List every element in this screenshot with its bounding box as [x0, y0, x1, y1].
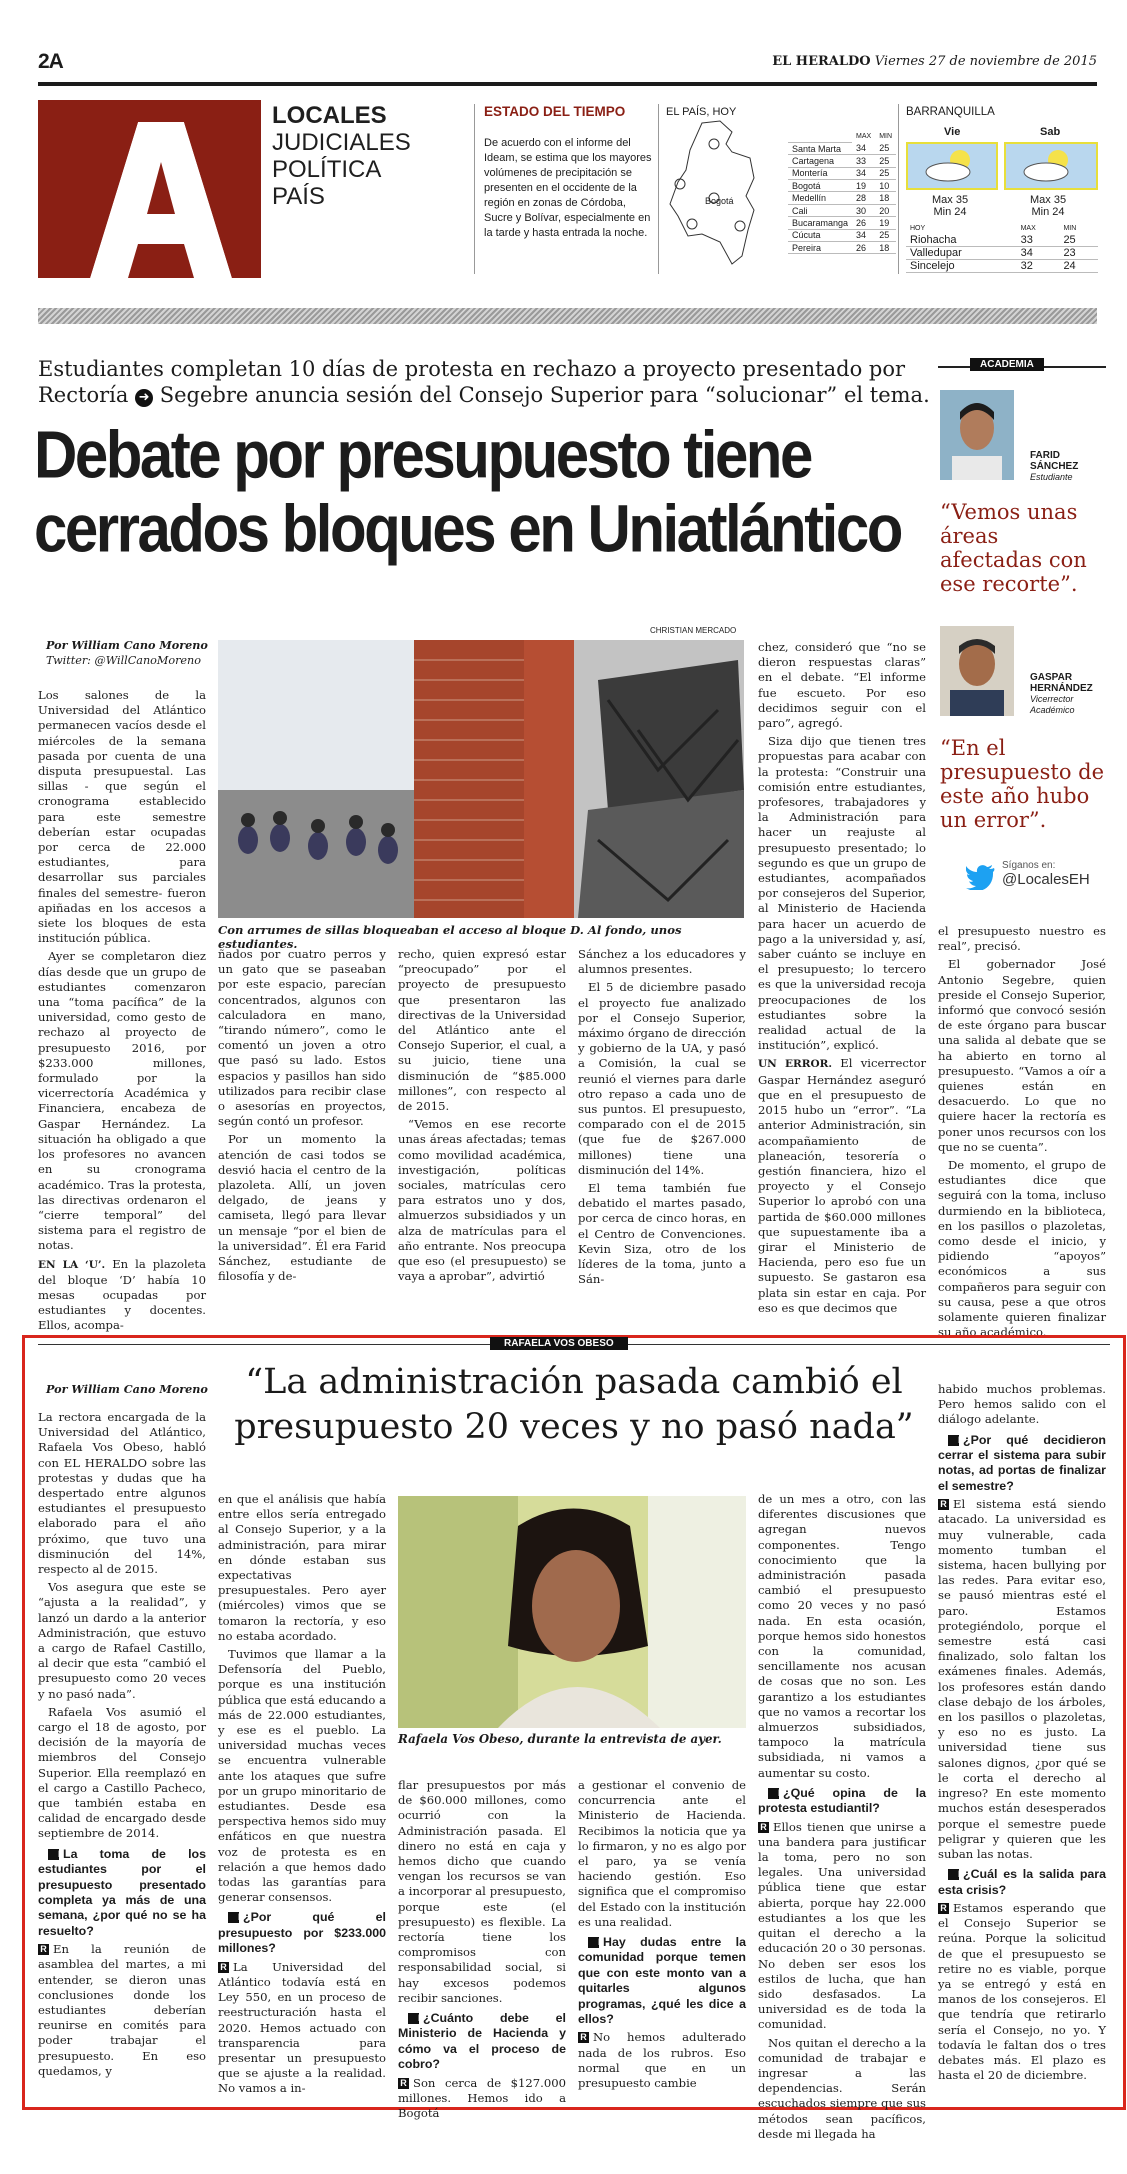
question	[398, 2011, 566, 2073]
answer	[578, 2030, 746, 2091]
day1-min: Min 24	[933, 206, 967, 218]
interview-photo	[398, 1496, 746, 1728]
interview-col-3	[398, 1778, 566, 2124]
day-label-1: Vie	[944, 126, 961, 138]
question	[38, 1847, 206, 1939]
today-max: 32	[1017, 260, 1060, 273]
paragraph: a gestionar el convenio de concurrencia ante el Ministerio de Hacienda. Recibimos la noticia que ya lo firmaron, y no es algo por el paro, ya se venía haciendo gestión. Eso significa que el compromiso del Estado con la institución es una realidad.	[578, 1778, 746, 1929]
city-max: 34	[852, 229, 875, 241]
city-max: 28	[852, 192, 875, 204]
city-row	[788, 180, 896, 192]
city-row	[788, 242, 896, 254]
gaspar-role: Vicerrector Académico	[1030, 694, 1075, 715]
twitter-bird-icon	[966, 864, 996, 890]
today-row	[906, 234, 1098, 247]
city-min: 18	[875, 242, 896, 254]
paragraph: en que el análisis que había entre ellos sería entregado al Consejo Superior, y a la administración, para mirar en dónde estaban sus expectativas presupuestales. Pero ayer (miércoles) vimos que se tomaron la rectoría, y eso no estaba acordado.	[218, 1492, 386, 1643]
paragraph: chez, consideró que “no se dieron respuestas claras” en el debate. “El informe fue escueto. Por eso decidimos seguir con el paro”, agregó.	[758, 640, 926, 731]
interview-col-5	[758, 1492, 926, 2145]
paragraph: habido muchos problemas. Pero hemos salido con el diálogo adelante.	[938, 1382, 1106, 1427]
city-max: 19	[852, 180, 875, 192]
farid-caption	[1030, 450, 1090, 483]
country-title: EL PAÍS, HOY	[666, 106, 737, 118]
head-max: MAX	[856, 132, 872, 140]
farid-role: Estudiante	[1030, 472, 1073, 482]
city-max: 30	[852, 204, 875, 216]
city-name: Cúcuta	[788, 229, 852, 241]
head-min: MIN	[879, 132, 893, 140]
city-name: Montería	[788, 167, 852, 179]
question-marker-icon: P	[588, 1937, 599, 1948]
city-min: 19	[875, 217, 896, 229]
city-min: 25	[875, 229, 896, 241]
today-city: Riohacha	[906, 234, 1017, 247]
question	[578, 1935, 746, 2027]
question-marker-icon: P	[228, 1912, 239, 1923]
section-item-judiciales[interactable]: JUDICIALES	[272, 129, 411, 156]
person-photo	[940, 626, 1014, 716]
paragraph: flar presupuestos por más de $60.000 millones, como ocurrió con la Administración pasada. El dinero no está en caja y hemos dicho que cuando vengan los recursos se van a incorporar al presupuesto, porque este (el presupuesto) es flexible. La rectoría tiene los compromisos con responsabilidad social, si hay excesos podemos recibir sanciones.	[398, 1778, 566, 2005]
story-col-5	[758, 640, 926, 1319]
today-city: Valledupar	[906, 247, 1017, 260]
question-marker-icon: P	[948, 1869, 959, 1880]
sun-cloud-icon	[908, 144, 996, 188]
section-item-pais[interactable]: PAÍS	[272, 183, 325, 210]
farid-name: FARID SÁNCHEZ	[1030, 450, 1079, 472]
interview-col-4	[578, 1778, 746, 2094]
answer-text: Ellos tienen que unirse a una bandera para justificar la toma, pero no son legales. Una universidad pública tiene que estar abierta, porque hay 22.000 estudiantes a los que les quitan el derecho a la educación 20 o 30 personas. No deben ser esos los estilos de lucha, que han sido desfasados. La universidad es de toda la comunidad.	[758, 1819, 926, 2032]
paragraph	[758, 1056, 926, 1315]
answer-marker-icon: R	[938, 1903, 949, 1914]
section-item-politica[interactable]: POLÍTICA	[272, 156, 382, 183]
answer-marker-icon: R	[38, 1944, 49, 1955]
paragraph: recho, quien expresó estar “preocupado” por el proyecto de presupuesto que presentaron las directivas de la Universidad del Atlántico ante el Consejo Superior, el cual, a su juicio, tiene una disminución de “$85.000 millones”, con respecto al de 2015.	[398, 947, 566, 1114]
answer-text: Son cerca de $127.000 millones. Hemos ido a Bogotá	[398, 2075, 566, 2121]
question-text: ¿Por qué el presupuesto por $233.000 millones?	[218, 1910, 386, 1956]
paragraph: Nos quitan el derecho a la comunidad de trabajar e ingresar a las dependencias. Serán escuchados siempre que sus métodos sean pacíficos, desde mi llegada ha	[758, 2035, 926, 2141]
city-row	[788, 217, 896, 229]
city-name: Cartagena	[788, 155, 852, 167]
avatar-gaspar	[940, 626, 1014, 716]
paragraph: La rectora encargada de la Universidad del Atlántico, Rafaela Vos Obeso, habló con EL HERALDO sobre las protestas y dudas que ha despertado entre algunos estudiantes el presupuesto elaborado para el año próximo, que tuvo una disminución del 14%, respecto al de 2015.	[38, 1410, 206, 1577]
question-marker-icon: P	[48, 1849, 59, 1860]
answer-marker-icon: R	[398, 2078, 409, 2089]
paragraph: de un mes a otro, con las diferentes discusiones que agregan nuevos componentes. Tengo conocimiento que la administración pasada cambió el presupuesto como 20 veces y no pasó nada. En esta ocasión, porque hemos sido honestos con la comunidad, sencillamente nos acusan de cosas que no son. Les garantizo a los estudiantes que no vamos a recortar los almuerzos subsidiados, tampoco la matrícula subsidiada, ni vamos a aumentar su costo.	[758, 1492, 926, 1780]
answer	[938, 1497, 1106, 1862]
weather-title: ESTADO DEL TIEMPO	[484, 104, 626, 119]
question-marker-icon: P	[408, 2013, 419, 2024]
question-text: La toma de los estudiantes por el presupuesto presentado completa ya más de una semana, ¿por qué no se ha resuelto?	[38, 1846, 206, 1938]
question	[758, 1786, 926, 1817]
day2-temps	[1030, 194, 1066, 218]
dateline	[772, 54, 1097, 69]
photo-credit: CHRISTIAN MERCADO	[650, 626, 737, 635]
section-letter-a	[38, 100, 261, 278]
gaspar-quote: “En el presupuesto de este año hubo un error”.	[940, 736, 1105, 832]
city-max: 26	[852, 217, 875, 229]
paragraph: Por un momento la atención de casi todos se desvió hacia el centro de la plazoleta. Allí, un joven delgado, de jeans y camiseta, llegó para llevar un mensaje “por el bien de la universidad”. Él era Farid Sánchez, estudiante de filosofía y de-	[218, 1132, 386, 1284]
question-text: Hay dudas entre la comunidad porque temen que con este monto van a quitarles algunos programas, ¿qué les dice a ellos?	[578, 1935, 746, 2027]
today-min: 25	[1059, 234, 1098, 247]
story-col-1	[38, 688, 206, 1337]
arrow-circle-icon: ➜	[135, 389, 153, 407]
question-text: ¿Qué opina de la protesta estudiantil?	[758, 1785, 926, 1816]
interview-col-1	[38, 1410, 206, 2082]
today-min-head: MIN	[1063, 224, 1077, 232]
story-col-6	[938, 924, 1106, 1343]
today-row	[906, 260, 1098, 273]
sun-cloud-icon	[1006, 144, 1096, 188]
map-city-label: Bogotá	[705, 196, 734, 206]
question-text: ¿Por qué decidieron cerrar el sistema para subir notas, ad portas de finalizar el semestre?	[938, 1432, 1106, 1493]
story-caption: Con arrumes de sillas bloqueaban el acceso al bloque D. Al fondo, unos estudiantes.	[218, 923, 682, 951]
kicker-part-b: Segebre anuncia sesión del Consejo Superior para “solucionar” el tema.	[159, 383, 930, 407]
follow-label: Síganos en:	[1002, 860, 1056, 871]
city-name: Cali	[788, 204, 852, 216]
day1-temps	[932, 194, 968, 218]
interview-col-6	[938, 1382, 1106, 2086]
today-max-head: MAX	[1020, 224, 1036, 232]
twitter-handle[interactable]: @LocalesEH	[1002, 871, 1090, 888]
byline-author: Por William Cano Moreno	[46, 638, 208, 652]
farid-quote: “Vemos unas áreas afectadas con ese recorte”.	[940, 500, 1087, 596]
paragraph: Rafaela Vos asumió el cargo el 18 de agosto, por decisión de la mayoría de miembros del Consejo Superior. Ella reemplazó en el cargo a Castillo Pacheco, que también estaba en calidad de encargado desde septiembre de 2014.	[38, 1704, 206, 1841]
today-city: Sincelejo	[906, 260, 1017, 273]
paragraph: ñados por cuatro perros y un gato que se paseaban por este espacio, parecían concentrados, algunos con calculadora en mano, “tirando número”, como le comentó un joven a otro que pasó su lado. Estos espacios y pasillos han sido utilizados para recibir clase o asesorías en proyectos, según contó un profesor.	[218, 947, 386, 1129]
paragraph	[38, 1257, 206, 1334]
weather-divider-3	[898, 104, 899, 274]
city-row	[788, 167, 896, 179]
question-text: ¿Cuánto debe el Ministerio de Hacienda y cómo va el proceso de cobro?	[398, 2011, 566, 2072]
interview-headline	[218, 1360, 930, 1450]
kicker-part-a: Rectoría	[38, 383, 129, 407]
gaspar-caption	[1030, 672, 1106, 716]
paragraph: Siza dijo que tienen tres propuestas para acabar con la protesta: “Construir una comisión entre estudiantes, profesores, trabajadores y la Administración para hacer un reajuste al presupuesto presentado; lo segundo es que un grupo de estudiantes, acompañados por consejeros del Superior, al Ministerio de Hacienda para hacer un acuerdo de pago a la universidad y, así, saber cuánto se incluye en el presupuesto; lo tercero es que la universidad recoja preocupaciones de los estudiantes sobre la realidad actual de la institución”, explicó.	[758, 734, 926, 1053]
answer	[758, 1820, 926, 2033]
question	[938, 1867, 1106, 1898]
headline-line-1: Debate por presupuesto tiene	[34, 416, 811, 492]
gaspar-name: GASPAR HERNÁNDEZ	[1030, 672, 1093, 694]
city-min: 18	[875, 192, 896, 204]
answer	[218, 1960, 386, 2097]
paragraph: De momento, el grupo de estudiantes dice que seguirá con la toma, incluso durmiendo en la biblioteca, en los pasillos o plazoletas, como desde el inicio, y pidiendo “apoyos” económicos a sus compañeros para seguir con su causa, pese a que otros solamente quieren finalizar su año académico.	[938, 1158, 1106, 1340]
story-byline	[46, 638, 208, 668]
story-kicker	[38, 356, 938, 408]
headline-line-2: cerrados bloques en Uniatlántico	[34, 490, 901, 566]
city-name: Santa Marta	[788, 142, 852, 154]
interview-photo-image	[398, 1496, 746, 1728]
answer-text: No hemos adulterado nada de los rubros. Eso normal que en un presupuesto cambie	[578, 2030, 746, 2091]
paragraph: “Vemos en ese recorte unas áreas afectadas; temas como movilidad académica, investigación, políticas sociales, matrículas cero para estratos uno y dos, almuerzos subsidiados y un alza de matrículas para el año entrante. Nos preocupa que eso (el presupuesto) se vaya a aprobar”, advirtió	[398, 1117, 566, 1284]
answer	[38, 1942, 206, 2079]
today-label: HOY	[910, 224, 926, 232]
issue-date: Viernes 27 de noviembre de 2015	[874, 54, 1097, 69]
interview-headline-1: “La administración pasada cambió el	[245, 1362, 903, 1402]
interview-label: RAFAELA VOS OBESO	[490, 1337, 628, 1350]
city-name: Bucaramanga	[788, 217, 852, 229]
city-row	[788, 229, 896, 241]
header-rule	[38, 82, 1097, 86]
paper-name: EL HERALDO	[772, 54, 871, 69]
twitter-follow[interactable]	[970, 860, 1110, 888]
city-max: 33	[852, 155, 875, 167]
answer-marker-icon: R	[938, 1499, 949, 1510]
paragraph: El gobernador José Antonio Segebre, quien preside el Consejo Superior, informó que convocó sesión de este órgano para buscar una salida al debate que se ha abierto en torno al presupuesto. “Vamos a oír a quienes están en desacuerdo. Lo que no quiere hacer la rectoría es poner unos recursos con los que no se cuenta”.	[938, 957, 1106, 1154]
interview-headline-2: presupuesto 20 veces y no pasó nada”	[234, 1407, 914, 1447]
city-row	[788, 155, 896, 167]
paragraph-text: El vicerrector Gaspar Hernández aseguró que en el presupuesto de 2015 hubo un “error”. “La anterior Administración, sin acompañamiento de planeación, tesorería o gestión financiera, hizo el proyecto y el Consejo Superior lo aprobó con una partida de $60.000 millones que supuestamente iba a girar el Ministerio de Hacienda, pero eso fue un supuesto. Se gastaron esa plata sin estar en caja. Por eso es que decimos que	[758, 1056, 926, 1315]
day2-max: Max 35	[1030, 194, 1067, 206]
weather-divider-1	[474, 104, 475, 274]
answer-marker-icon: R	[218, 1962, 229, 1973]
subhead: EN LA ‘U’.	[38, 1258, 106, 1271]
page-number: 2A	[38, 50, 63, 73]
today-weather-table	[906, 222, 1098, 273]
byline-twitter: Twitter: @WillCanoMoreno	[46, 654, 201, 667]
sidebar-label: ACADEMIA	[970, 358, 1044, 371]
today-row	[906, 247, 1098, 260]
kicker-line-1: Estudiantes completan 10 días de protesta en rechazo a proyecto presentado por	[38, 357, 906, 381]
city-name: Bogotá	[788, 180, 852, 192]
story-col-4	[578, 947, 746, 1290]
interview-caption: Rafaela Vos Obeso, durante la entrevista de ayer.	[398, 1732, 722, 1746]
country-weather-table	[788, 130, 896, 254]
city-min: 25	[875, 142, 896, 154]
city-name: Medellín	[788, 192, 852, 204]
paragraph: El 5 de diciembre pasado el proyecto fue analizado por el Consejo Superior, máximo órgano de dirección y gobierno de la UA, y pasó a Comisión, la cual se reunió el viernes para darle otro repaso a cada uno de sus puntos. El presupuesto, comparado con el de 2015 (que fue de $267.000 millones) tiene una disminución del 14%.	[578, 980, 746, 1177]
paragraph: Vos asegura que este se “ajusta a la realidad”, y lanzó un dardo a la anterior Administración, que estuvo a cargo de Rafael Castillo, al decir que esta “cambió el presupuesto como 20 veces y no pasó nada”.	[38, 1580, 206, 1701]
forecast-box-2	[1004, 142, 1098, 190]
paragraph-text: En la plazoleta del bloque ‘D’ había 10 mesas ocupadas por estudiantes y docentes. Ellos, acompa-	[38, 1256, 206, 1333]
city-title: BARRANQUILLA	[906, 106, 995, 118]
paragraph: el presupuesto nuestro es real”, precisó.	[938, 924, 1106, 954]
answer-text: La Universidad del Atlántico todavía está en Ley 550, en un proceso de reestructuración hasta el 2020. Hemos actuado con transparencia para presentar un presupuesto que se ajuste a la realidad. No vamos a in-	[218, 1959, 386, 2096]
interview-byline: Por William Cano Moreno	[46, 1382, 208, 1396]
question	[938, 1433, 1106, 1495]
story-photo-image	[218, 640, 744, 918]
city-min: 10	[875, 180, 896, 192]
person-photo	[940, 390, 1014, 480]
paragraph: Ayer se completaron diez días desde que un grupo de estudiantes comenzaron una “toma pacífica” de la universidad, como gesto de rechazo al proyecto de presupuesto 2016, por $233.000 millones, formulado por la vicerrectoría Académica y Financiera, encabeza de Gaspar Hernández. La situación ha obligado a que los profesores no avancen en su cronograma académico. Tras la protesta, las directivas ordenaron el “cierre temporal” del sistema para el registro de notas.	[38, 949, 206, 1253]
today-min: 24	[1059, 260, 1098, 273]
paragraph: El tema también fue debatido el martes pasado, por cerca de cinco horas, en el Centro de Convenciones. Kevin Siza, otro de los líderes de la toma, junto a Sán-	[578, 1181, 746, 1287]
city-min: 25	[875, 167, 896, 179]
city-row	[788, 142, 896, 154]
story-headline	[34, 418, 934, 566]
story-photo	[218, 640, 744, 918]
question-marker-icon: P	[948, 1435, 959, 1446]
city-row	[788, 192, 896, 204]
question	[218, 1910, 386, 1956]
question-text: ¿Cuál es la salida para esta crisis?	[938, 1867, 1106, 1897]
section-block	[38, 100, 261, 278]
city-max: 26	[852, 242, 875, 254]
question-marker-icon: P	[768, 1788, 779, 1799]
city-name: Pereira	[788, 242, 852, 254]
today-min: 23	[1059, 247, 1098, 260]
answer	[398, 2076, 566, 2122]
day-label-2: Sab	[1040, 126, 1061, 138]
today-max: 33	[1017, 234, 1060, 247]
paragraph: Sánchez a los educadores y alumnos presentes.	[578, 947, 746, 977]
avatar-farid	[940, 390, 1014, 480]
city-max: 34	[852, 142, 875, 154]
kicker-line-2	[38, 382, 938, 408]
weather-text: De acuerdo con el informe del Ideam, se estima que los mayores volúmenes de precipitación se presenten en el occidente de la región en zonas de Córdoba, Sucre y Bolívar, especialmente en la tarde y hasta entrada la noche.	[484, 137, 652, 239]
answer-marker-icon: R	[578, 2032, 589, 2043]
day1-max: Max 35	[932, 194, 969, 206]
answer-text: En la reunión de asamblea del martes, a mi entender, se dieron unas conclusiones donde los estudiantes deberían reunirse en comités para poder trabajar el presupuesto. En eso quedamos, y	[38, 1942, 206, 2078]
forecast-box-1	[906, 142, 998, 190]
weather-divider-2	[658, 104, 659, 274]
paragraph: Los salones de la Universidad del Atlántico permanecen vacíos desde el miércoles de la semana pasada por cuenta de una disputa presupuestal. Las sillas - que según el cronograma establecido para este semestre deberían estar ocupadas por cerca de 22.000 estudiantes, para desarrollar sus parciales finales del semestre- fueron apiñadas en los accesos a siete los bloques de esta institución pública.	[38, 688, 206, 946]
section-item-locales[interactable]: LOCALES	[272, 102, 387, 129]
pattern-divider	[38, 308, 1097, 324]
answer	[938, 1901, 1106, 2083]
story-col-2	[218, 947, 386, 1287]
subhead: UN ERROR.	[758, 1058, 832, 1071]
story-col-3	[398, 947, 566, 1287]
paragraph: Tuvimos que llamar a la Defensoría del Pueblo, porque es una institución pública que está educando a más de 22.000 estudiantes, y ese es el pueblo. La universidad muchas veces se encuentra vulnerable ante los ataques que sufre por un grupo minoritario de estudiantes. Desde esa perspectiva hemos sido muy enfáticos en que nuestra voz de protesta es en relación a que hemos dado todas las garantías para generar consensos.	[218, 1647, 386, 1905]
section-list	[272, 102, 411, 210]
day2-min: Min 24	[1031, 206, 1065, 218]
city-max: 34	[852, 167, 875, 179]
today-max: 34	[1017, 247, 1060, 260]
interview-col-2	[218, 1492, 386, 2100]
answer-text: Estamos esperando que el Consejo Superior se reúna. Porque la solicitud de que el presupuesto se retire no es viable, porque ya se entregó y está en manos de los consejeros. El que tendría que retirarlo sería el Consejo, no yo. Y todavía le faltan dos o tres debates más. El plazo es hasta el 20 de diciembre.	[938, 1900, 1106, 2083]
city-min: 25	[875, 155, 896, 167]
city-row	[788, 204, 896, 216]
city-min: 20	[875, 204, 896, 216]
answer-text: El sistema está siendo atacado. La universidad es muy vulnerable, cada momento tumban el sistema, hacen bullying por las redes. Para evitar eso, se pausó mientras esté el paro. Estamos protegiéndolo, porque el semestre está casi finalizado, solo faltan los exámenes finales. Además, los profesores están dando clase debajo de los árboles, en los pasillos o plazoletas, y eso no es justo. La universidad tiene sus salones dignos, ¿por qué se le corta el derecho al ingreso? En este momento muchos están desesperados porque el semestre puede peligrar y quieren que les suban las notas.	[938, 1497, 1106, 1861]
answer-marker-icon: R	[758, 1822, 769, 1833]
